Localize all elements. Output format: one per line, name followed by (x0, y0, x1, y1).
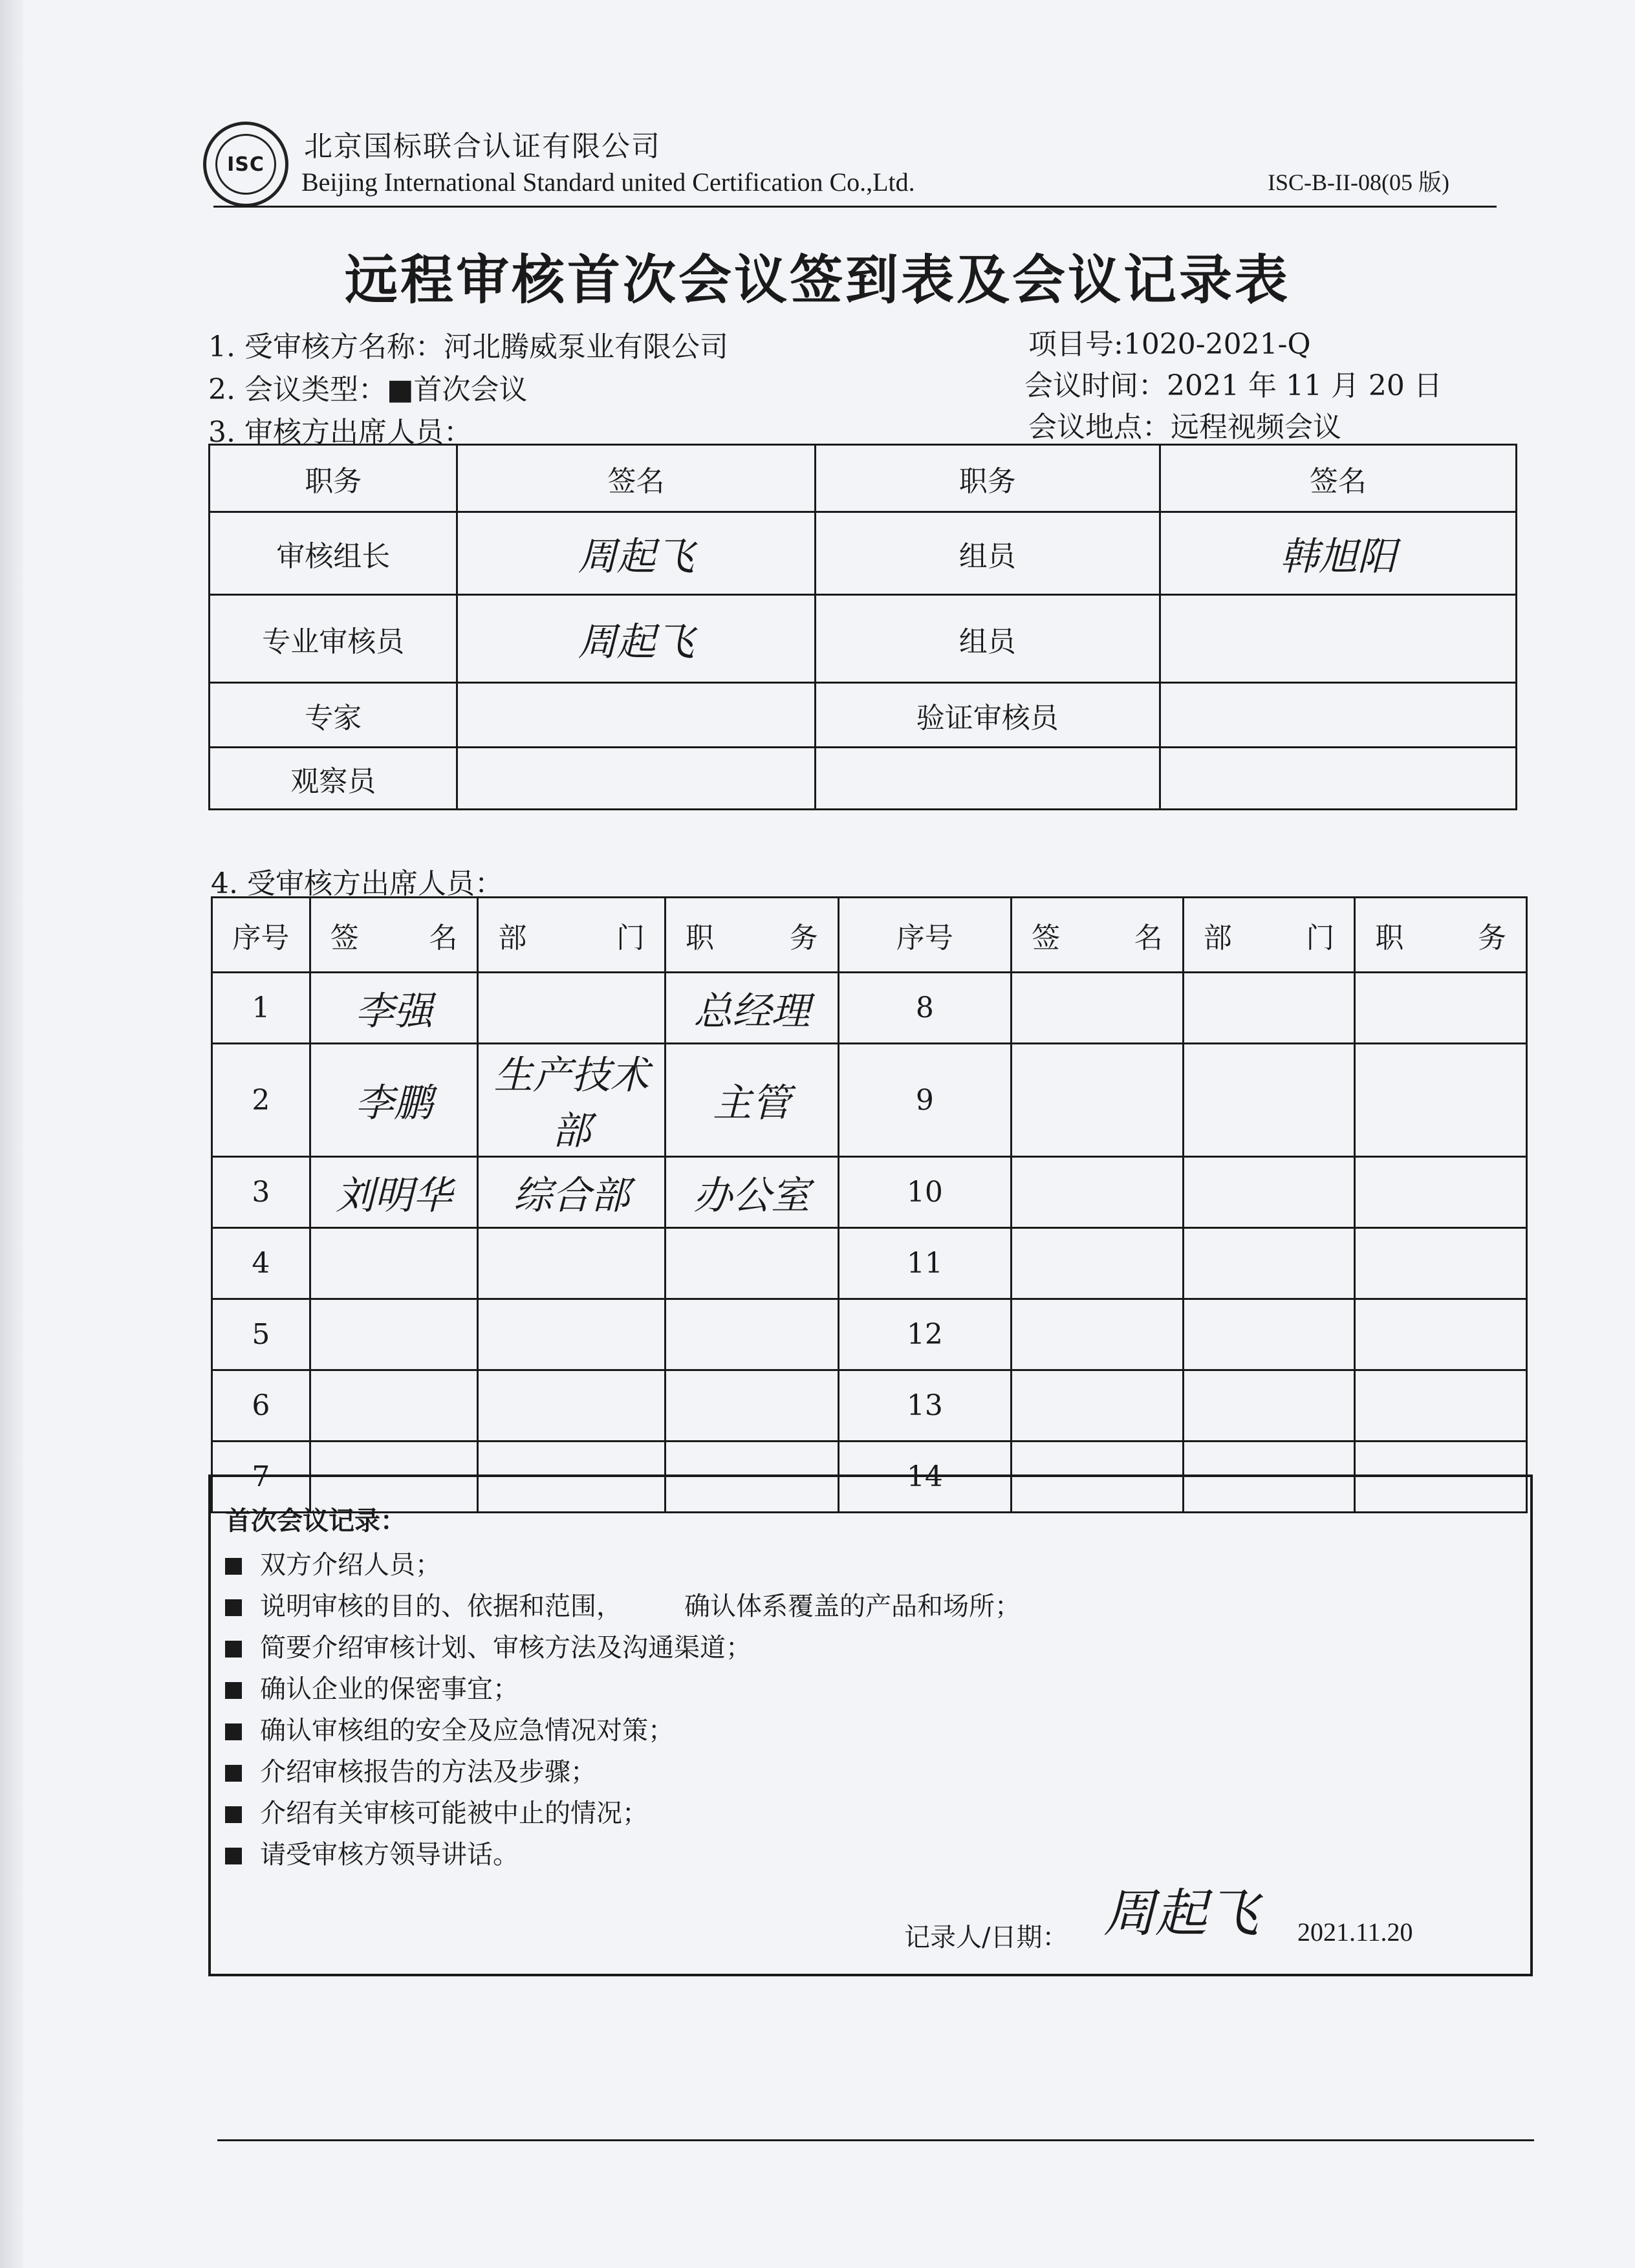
position-cell: 总经理 (665, 973, 838, 1044)
row-number: 13 (838, 1370, 1012, 1442)
signature-cell (310, 1370, 478, 1442)
department-cell (1183, 1044, 1355, 1157)
record-item (225, 1544, 441, 1581)
row-number: 4 (212, 1228, 310, 1299)
record-item (225, 1751, 596, 1788)
row-number: 14 (838, 1442, 1012, 1513)
record-item (225, 1834, 519, 1871)
signature-cell (1160, 595, 1516, 683)
signature-cell: 周起飞 (457, 512, 815, 595)
header-department: 部门 (1183, 898, 1355, 973)
row-number: 5 (212, 1299, 310, 1370)
auditor-attendees-label: 3. 审核方出席人员： (208, 416, 472, 449)
role-cell: 验证审核员 (815, 683, 1160, 748)
signature-cell: 韩旭阳 (1160, 512, 1516, 595)
recorder-label: 记录人/日期： (904, 1923, 1068, 1952)
row-number: 6 (212, 1370, 310, 1442)
department-cell (478, 1370, 666, 1442)
signature-cell (1012, 1299, 1184, 1370)
header-signature: 签名 (1160, 445, 1516, 512)
signature-cell (1012, 973, 1184, 1044)
table-row (212, 1044, 1527, 1157)
header-divider (213, 206, 1497, 208)
header-department: 部门 (478, 898, 666, 973)
signature-cell (1160, 683, 1516, 748)
position-cell: 主管 (665, 1044, 838, 1157)
record-item (225, 1710, 674, 1747)
department-cell (1183, 1228, 1355, 1299)
auditee-name: 1. 受审核方名称：河北腾威泵业有限公司 (208, 330, 728, 363)
record-item (225, 1586, 1021, 1623)
role-cell: 观察员 (210, 748, 457, 810)
role-cell: 审核组长 (210, 512, 457, 595)
table-row (212, 973, 1527, 1044)
company-name-en: Beijing International Standard united Certification Co.,Ltd. (301, 167, 915, 197)
row-number: 2 (212, 1044, 310, 1157)
meeting-type: 2. 会议类型：■首次会议 (208, 373, 528, 406)
header-position: 职务 (665, 898, 838, 973)
role-cell: 组员 (815, 512, 1160, 595)
signature-cell: 李鹏 (310, 1044, 478, 1157)
role-cell: 专家 (210, 683, 457, 748)
row-number: 10 (838, 1157, 1012, 1228)
record-item (225, 1627, 752, 1664)
signature-cell (1012, 1370, 1184, 1442)
bullet-icon (225, 1641, 242, 1658)
signature-cell (457, 683, 815, 748)
position-cell (665, 1299, 838, 1370)
position-cell (1355, 1157, 1527, 1228)
record-item-text: 确认审核组的安全及应急情况对策； (260, 1716, 674, 1745)
auditee-attendance-table (211, 896, 1528, 1513)
department-cell: 生产技术部 (478, 1044, 666, 1157)
record-item-text: 确认企业的保密事宜； (260, 1674, 519, 1704)
signature-cell (1160, 748, 1516, 810)
record-item-text: 确认体系覆盖的产品和场所； (684, 1592, 1021, 1621)
logo-text: ISC (227, 153, 265, 176)
signature-cell: 李强 (310, 973, 478, 1044)
position-cell (1355, 1299, 1527, 1370)
record-item-text: 说明审核的目的、依据和范围， (260, 1592, 622, 1621)
row-number: 7 (212, 1442, 310, 1513)
bullet-icon (225, 1723, 242, 1740)
bullet-icon (225, 1558, 242, 1575)
record-item (225, 1793, 648, 1830)
header-no: 序号 (838, 898, 1012, 973)
document-code: ISC-B-II-08(05 版) (1268, 169, 1449, 195)
header-role: 职务 (815, 445, 1160, 512)
department-cell (478, 1299, 666, 1370)
department-cell (1183, 973, 1355, 1044)
table-row (212, 1157, 1527, 1228)
record-item (225, 1669, 519, 1705)
header-signature: 签名 (457, 445, 815, 512)
department-cell (1183, 1299, 1355, 1370)
record-item-text: 请受审核方领导讲话。 (260, 1840, 519, 1870)
auditor-attendance-table (208, 444, 1517, 810)
record-item-text: 介绍审核报告的方法及步骤； (260, 1757, 596, 1787)
signature-cell (310, 1228, 478, 1299)
record-date: 2021.11.20 (1297, 1917, 1413, 1947)
record-item-text: 简要介绍审核计划、审核方法及沟通渠道； (260, 1633, 752, 1663)
signature-cell (1012, 1228, 1184, 1299)
bullet-icon (225, 1682, 242, 1699)
table-row (212, 1228, 1527, 1299)
department-cell: 综合部 (478, 1157, 666, 1228)
meeting-record-box (208, 1474, 1533, 1976)
row-number: 11 (838, 1228, 1012, 1299)
position-cell (665, 1370, 838, 1442)
row-number: 8 (838, 973, 1012, 1044)
page-title: 远程审核首次会议签到表及会议记录表 (344, 250, 1290, 311)
meeting-time: 会议时间：2021 年 11 月 20 日 (1024, 369, 1442, 402)
role-cell: 组员 (815, 595, 1160, 683)
isc-logo (203, 122, 288, 207)
department-cell (1183, 1370, 1355, 1442)
row-number: 3 (212, 1157, 310, 1228)
bullet-icon (225, 1848, 242, 1864)
signature-cell (310, 1299, 478, 1370)
role-cell (815, 748, 1160, 810)
bullet-icon (225, 1599, 242, 1616)
record-title: 首次会议记录： (225, 1506, 406, 1536)
auditee-attendees-label: 4. 受审核方出席人员： (211, 867, 503, 900)
position-cell (1355, 1370, 1527, 1442)
recorder-signature: 周起飞 (1103, 1883, 1259, 1943)
signature-cell (1012, 1157, 1184, 1228)
table-row (212, 1299, 1527, 1370)
department-cell (1183, 1157, 1355, 1228)
row-number: 12 (838, 1299, 1012, 1370)
page-edge (0, 0, 23, 2268)
table-row (212, 1370, 1527, 1442)
signature-cell: 刘明华 (310, 1157, 478, 1228)
role-cell: 专业审核员 (210, 595, 457, 683)
record-item-text: 介绍有关审核可能被中止的情况； (260, 1798, 648, 1828)
signature-cell: 周起飞 (457, 595, 815, 683)
header-role: 职务 (210, 445, 457, 512)
header-no: 序号 (212, 898, 310, 973)
bullet-icon (225, 1806, 242, 1823)
position-cell (1355, 1044, 1527, 1157)
position-cell (1355, 973, 1527, 1044)
position-cell (1355, 1228, 1527, 1299)
meeting-place: 会议地点：远程视频会议 (1028, 411, 1341, 444)
department-cell (478, 973, 666, 1044)
bullet-icon (225, 1765, 242, 1782)
row-number: 9 (838, 1044, 1012, 1157)
record-item-text: 双方介绍人员； (260, 1550, 441, 1580)
position-cell (665, 1228, 838, 1299)
footer-divider (217, 2139, 1534, 2141)
company-name-cn: 北京国标联合认证有限公司 (304, 130, 661, 163)
header-signature: 签名 (1012, 898, 1184, 973)
department-cell (478, 1228, 666, 1299)
header-position: 职务 (1355, 898, 1527, 973)
row-number: 1 (212, 973, 310, 1044)
signature-cell (457, 748, 815, 810)
signature-cell (1012, 1044, 1184, 1157)
header-signature: 签名 (310, 898, 478, 973)
project-number: 项目号:1020-2021-Q (1028, 328, 1311, 361)
position-cell: 办公室 (665, 1157, 838, 1228)
